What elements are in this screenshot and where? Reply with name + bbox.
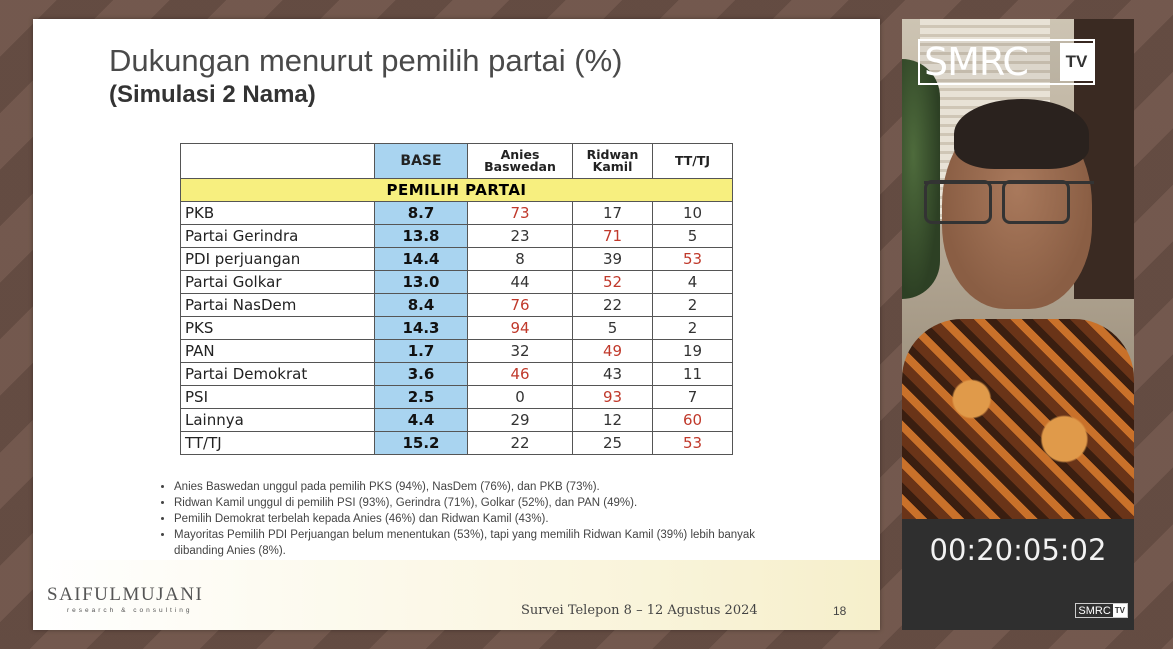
timecode: 00:20:05:02 (929, 533, 1107, 567)
batik-shirt (902, 319, 1134, 519)
tt-value: 2 (653, 317, 733, 340)
anies-value: 76 (468, 294, 573, 317)
anies-value: 94 (468, 317, 573, 340)
table-body (181, 202, 733, 455)
survey-caption: Survei Telepon 8 – 12 Agustus 2024 (521, 603, 758, 618)
base-value: 15.2 (375, 432, 468, 455)
speaker-video (902, 19, 1134, 519)
table-row (181, 409, 733, 432)
anies-value: 0 (468, 386, 573, 409)
tt-value: 5 (653, 225, 733, 248)
base-value: 2.5 (375, 386, 468, 409)
company-logo (47, 584, 203, 614)
anies-value: 44 (468, 271, 573, 294)
table-row (181, 271, 733, 294)
ridwan-value: 17 (573, 202, 653, 225)
base-value: 8.4 (375, 294, 468, 317)
brand-tv: TV (1060, 43, 1093, 81)
row-label: TT/TJ (181, 432, 375, 455)
ridwan-value: 49 (573, 340, 653, 363)
table-row (181, 202, 733, 225)
row-label: PKB (181, 202, 375, 225)
smrc-tv-logo (918, 39, 1095, 85)
tt-value: 53 (653, 432, 733, 455)
header-anies: Anies Baswedan (468, 144, 573, 179)
section-label: PEMILIH PARTAI (181, 179, 733, 202)
ridwan-value: 25 (573, 432, 653, 455)
slide-title: Dukungan menurut pemilih partai (%) (109, 43, 623, 78)
table-row (181, 225, 733, 248)
base-value: 3.6 (375, 363, 468, 386)
logo-sub-text: research & consulting (67, 607, 193, 614)
ridwan-value: 52 (573, 271, 653, 294)
row-label: PDI perjuangan (181, 248, 375, 271)
glasses-icon (924, 181, 1094, 224)
timer-panel (902, 519, 1134, 630)
row-label: Partai NasDem (181, 294, 375, 317)
mini-brand-tv: TV (1114, 606, 1125, 615)
header-label (181, 144, 375, 179)
tt-value: 2 (653, 294, 733, 317)
row-label: PAN (181, 340, 375, 363)
ridwan-value: 43 (573, 363, 653, 386)
ridwan-value: 12 (573, 409, 653, 432)
ridwan-value: 39 (573, 248, 653, 271)
table-row (181, 340, 733, 363)
anies-value: 8 (468, 248, 573, 271)
base-value: 14.4 (375, 248, 468, 271)
tt-value: 4 (653, 271, 733, 294)
anies-value: 22 (468, 432, 573, 455)
tt-value: 60 (653, 409, 733, 432)
ridwan-value: 5 (573, 317, 653, 340)
anies-value: 46 (468, 363, 573, 386)
table-header-row (181, 144, 733, 179)
base-value: 14.3 (375, 317, 468, 340)
row-label: Partai Golkar (181, 271, 375, 294)
note-item: • Anies Baswedan unggul pada pemilih PKS (94%), NasDem (76%), dan PKB (73%). (174, 479, 774, 495)
tt-value: 53 (653, 248, 733, 271)
tt-value: 10 (653, 202, 733, 225)
row-label: Partai Gerindra (181, 225, 375, 248)
page-number: 18 (833, 604, 847, 618)
brand-text: SMRC (924, 40, 1028, 84)
note-item: • Ridwan Kamil unggul di pemilih PSI (93%), Gerindra (71%), Golkar (52%), dan PAN (49%). (174, 495, 774, 511)
row-label: Partai Demokrat (181, 363, 375, 386)
table-row (181, 363, 733, 386)
base-value: 4.4 (375, 409, 468, 432)
base-value: 13.0 (375, 271, 468, 294)
row-label: PKS (181, 317, 375, 340)
base-value: 8.7 (375, 202, 468, 225)
note-item: • Mayoritas Pemilih PDI Perjuangan belum menentukan (53%), tapi yang memilih Ridwan Kamil (39%) lebih banyak dibanding Anies (8%). (174, 527, 774, 559)
notes-list (160, 479, 774, 559)
row-label: PSI (181, 386, 375, 409)
base-value: 13.8 (375, 225, 468, 248)
anies-value: 29 (468, 409, 573, 432)
anies-value: 23 (468, 225, 573, 248)
tt-value: 19 (653, 340, 733, 363)
ridwan-value: 93 (573, 386, 653, 409)
tt-value: 7 (653, 386, 733, 409)
base-value: 1.7 (375, 340, 468, 363)
presentation-slide (33, 19, 880, 630)
anies-value: 32 (468, 340, 573, 363)
tt-value: 11 (653, 363, 733, 386)
support-table (180, 143, 733, 455)
plant (902, 59, 940, 299)
mini-smrc-logo (1075, 603, 1128, 618)
header-base: BASE (375, 144, 468, 179)
mini-brand-text: SMRC (1078, 604, 1111, 617)
note-item: • Pemilih Demokrat terbelah kepada Anies (46%) dan Ridwan Kamil (43%). (174, 511, 774, 527)
ridwan-value: 71 (573, 225, 653, 248)
ridwan-value: 22 (573, 294, 653, 317)
header-tt: TT/TJ (653, 144, 733, 179)
anies-value: 73 (468, 202, 573, 225)
table-row (181, 317, 733, 340)
section-row (181, 179, 733, 202)
table-row (181, 294, 733, 317)
speaker-hair (954, 99, 1089, 169)
table-row (181, 248, 733, 271)
header-ridwan: Ridwan Kamil (573, 144, 653, 179)
table-row (181, 432, 733, 455)
logo-main-text: SAIFULMUJANI (47, 584, 204, 605)
table-row (181, 386, 733, 409)
slide-subtitle: (Simulasi 2 Nama) (109, 81, 316, 108)
row-label: Lainnya (181, 409, 375, 432)
